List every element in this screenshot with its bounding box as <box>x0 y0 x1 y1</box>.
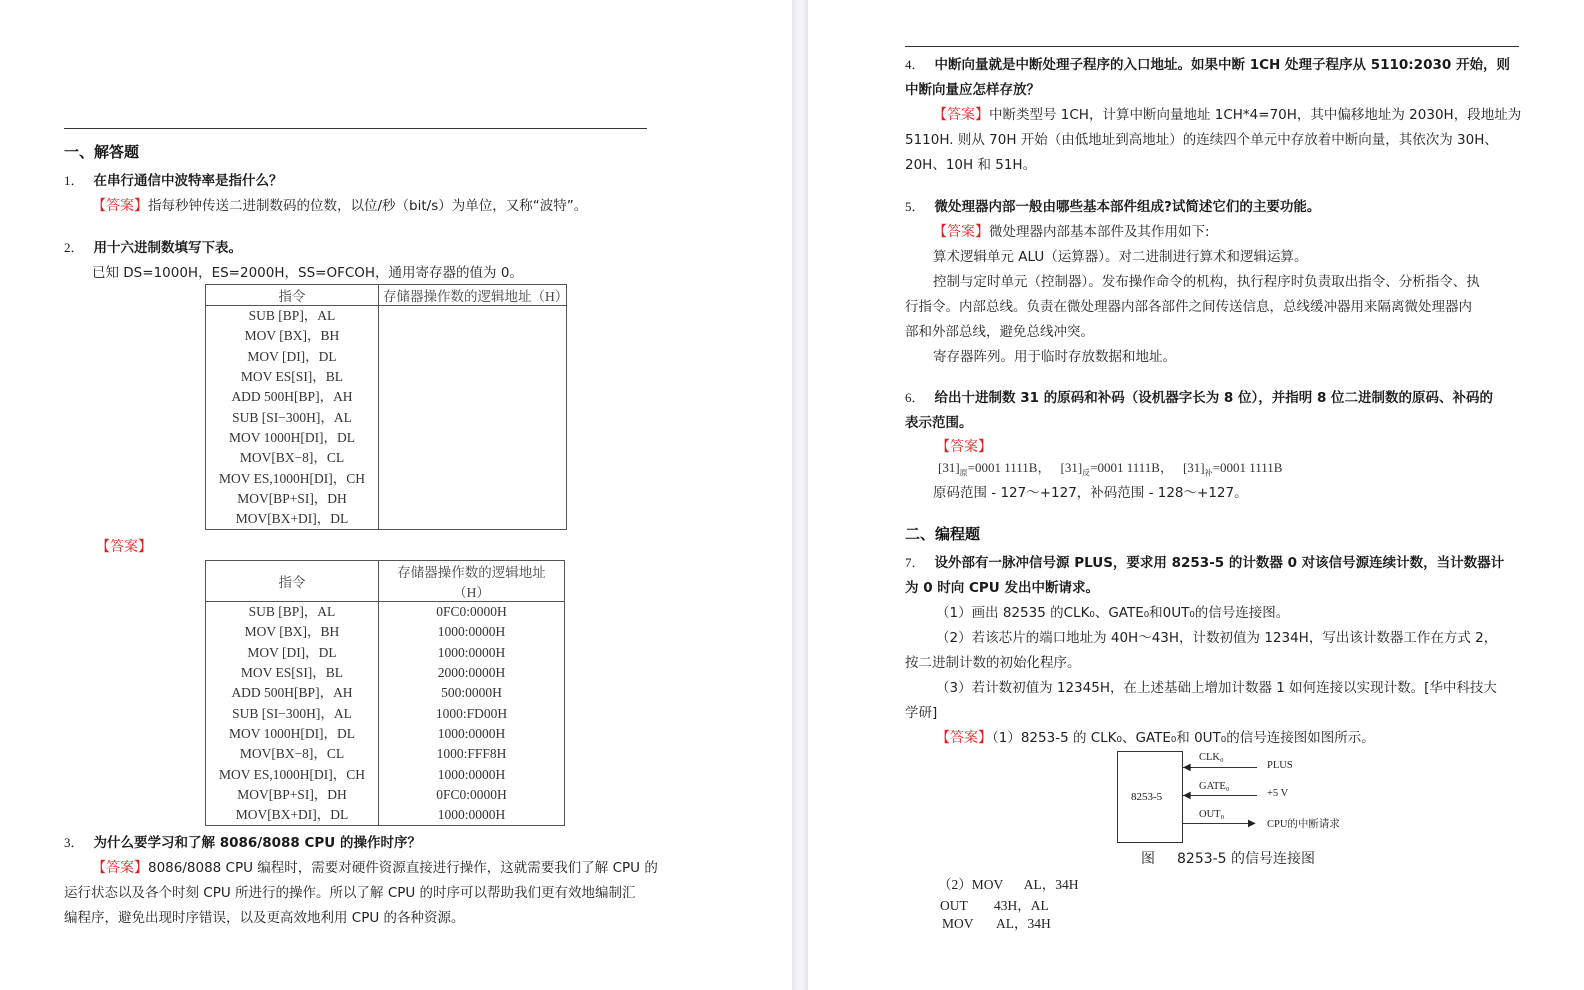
figure-caption <box>1141 848 1315 868</box>
right-page <box>808 0 1584 990</box>
table-row <box>206 724 565 744</box>
instruction-cell: MOV ES,1000H[DI]，CH <box>206 468 379 488</box>
instruction-cell: MOV [BX]，BH <box>206 622 379 642</box>
instruction-cell: MOV [DI]，DL <box>206 643 379 663</box>
question-1 <box>64 169 283 189</box>
question-text: 中断向量应怎样存放？ <box>905 82 1040 98</box>
address-cell: 1000:FD00H <box>379 703 565 723</box>
question-6-line-1 <box>905 386 1493 406</box>
question-text: 用十六进制数填写下表。 <box>93 240 243 256</box>
instruction-cell: MOV [DI]，DL <box>206 347 379 367</box>
address-cell-empty <box>379 407 567 427</box>
address-cell-empty <box>379 367 567 387</box>
answer-text: 微处理器内部基本部件及其作用如下: <box>989 224 1210 240</box>
question-7-line-1 <box>905 551 1504 571</box>
instruction-cell: SUB [SI−300H]，AL <box>206 407 379 427</box>
answer-5-alu: 算术逻辑单元 ALU（运算器）。对二进制进行算术和逻辑运算。 <box>933 249 1308 265</box>
answer-tag: 【答案】 <box>92 860 148 876</box>
address-table-blank <box>205 284 567 530</box>
question-text: 为 0 时向 CPU 发出中断请求。 <box>905 580 1099 596</box>
header-rule <box>64 128 647 129</box>
table-row <box>206 622 565 642</box>
question-number: 7． <box>905 555 925 570</box>
answer-text: （1）8253-5 的 CLK₀、GATE₀和 0UT₀的信号连接图如图所示。 <box>992 730 1375 746</box>
section-title: 一、解答题 <box>64 143 140 161</box>
instruction-cell: MOV[BP+SI]，DH <box>206 785 379 805</box>
question-text: 中断向量就是中断处理子程序的入口地址。如果中断 1CH 处理子程序从 5110:2030 开始，则 <box>934 57 1510 73</box>
code-value: =0001 1111B， <box>967 460 1051 475</box>
code-line-1 <box>938 873 1079 893</box>
instruction-cell: MOV ES,1000H[DI]，CH <box>206 764 379 784</box>
answer-text: 中断类型号 1CH，计算中断向量地址 1CH*4=70H，其中偏移地址为 2030H，段地址为 <box>989 107 1522 123</box>
binary-code <box>938 460 1051 478</box>
address-cell: 1000:0000H <box>379 805 565 826</box>
answer-tag: 【答案】 <box>936 730 992 746</box>
binary-code <box>1182 460 1283 478</box>
question-text: 在串行通信中波特率是指什么？ <box>93 173 283 189</box>
question-2 <box>64 236 242 256</box>
table-row <box>206 805 565 826</box>
answer-7-line-1 <box>936 726 1375 747</box>
code-label: [31] <box>938 460 960 475</box>
instruction-cell: MOV[BX+DI]，DL <box>206 509 379 530</box>
instruction-cell: SUB [SI−300H]，AL <box>206 703 379 723</box>
address-cell: 1000:0000H <box>379 724 565 744</box>
chip-label: 8253-5 <box>1131 791 1163 803</box>
table-row <box>206 407 567 427</box>
table-row <box>206 744 565 764</box>
table-row <box>206 602 565 623</box>
table-row <box>206 764 565 784</box>
instruction-cell: MOV ES[SI]，BL <box>206 663 379 683</box>
table-row <box>206 448 567 468</box>
question-text: 给出十进制数 31 的原码和补码（设机器字长为 8 位），并指明 8 位二进制数的原码、补码的 <box>934 390 1494 406</box>
question-text: 设外部有一脉冲信号源 PLUS，要求用 8253-5 的计数器 0 对该信号源连续计数，当计数器计 <box>934 555 1505 571</box>
table-row <box>206 468 567 488</box>
address-cell-empty <box>379 306 567 327</box>
address-cell-empty <box>379 468 567 488</box>
question-number: 3． <box>64 835 84 850</box>
address-cell: 0FC0:0000H <box>379 602 565 623</box>
address-cell: 1000:0000H <box>379 622 565 642</box>
target-label-plus: PLUS <box>1267 760 1293 771</box>
signal-line-clk <box>1183 767 1257 768</box>
answer-tag: 【答案】 <box>96 539 152 555</box>
table-row <box>206 509 567 530</box>
table-row <box>206 326 567 346</box>
code-line-3 <box>942 912 1051 932</box>
answer-tag: 【答案】 <box>933 107 989 123</box>
code-prefix: （2） <box>938 877 972 892</box>
code-op: OUT <box>940 898 968 913</box>
code-subscript: 原 <box>959 468 968 478</box>
address-cell-empty <box>379 489 567 509</box>
instruction-cell: SUB [BP]，AL <box>206 602 379 623</box>
answer-4-line-1 <box>933 103 1521 124</box>
address-cell: 1000:FFF8H <box>379 744 565 764</box>
address-cell-empty <box>379 387 567 407</box>
address-cell: 0FC0:0000H <box>379 785 565 805</box>
binary-code <box>1060 460 1173 478</box>
answer-5-control-3: 部和外部总线，避免总线冲突。 <box>905 324 1094 340</box>
target-label-5v: +5 V <box>1267 788 1289 799</box>
answer-tag: 【答案】 <box>92 198 148 214</box>
address-cell: 1000:0000H <box>379 643 565 663</box>
answer-text: 8086/8088 CPU 编程时，需要对硬件资源直接进行操作，这就需要我们了解 CPU 的 <box>148 860 658 876</box>
address-table-answer <box>205 560 565 826</box>
question-number: 1． <box>64 173 84 188</box>
table-row <box>206 663 565 683</box>
code-range: 原码范围 - 127～+127，补码范围 - 128～+127。 <box>933 485 1248 501</box>
answer-3-line-1 <box>92 856 658 877</box>
figure-label: 图 <box>1141 851 1155 867</box>
answer-tag: 【答案】 <box>933 224 989 240</box>
question-7-part-2-line-1: （2）若该芯片的端口地址为 40H～43H，计数初值为 1234H，写出该计数器工作在方式 2， <box>936 630 1498 646</box>
table-row <box>206 387 567 407</box>
table-row <box>206 643 565 663</box>
answer-text: 指每秒钟传送二进制数码的位数，以位/秒（bit/s）为单位，又称“波特”。 <box>148 198 588 214</box>
question-7-part-3-line-1: （3）若计数初值为 12345H，在上述基础上增加计数器 1 如何连接以实现计数。[华中科技大 <box>936 680 1497 696</box>
table-row <box>206 428 567 448</box>
pin-label-gate: GATE₀ <box>1199 781 1230 792</box>
question-7-part-1: （1）画出 82535 的CLK₀、GATE₀和0UT₀的信号连接图。 <box>936 605 1290 621</box>
address-cell-empty <box>379 448 567 468</box>
question-number: 4． <box>905 57 925 72</box>
table-row <box>206 306 567 327</box>
question-6-line-2 <box>905 411 973 431</box>
answer-5-control-1: 控制与定时单元（控制器）。发布操作命令的机构，执行程序时负责取出指令、分析指令、执 <box>933 274 1480 290</box>
question-7-part-3-line-2: 学研] <box>905 705 938 721</box>
question-4-line-2 <box>905 78 1040 98</box>
arrow-left-icon: ◀ <box>1183 790 1191 801</box>
header-rule <box>905 46 1519 47</box>
address-cell: 500:0000H <box>379 683 565 703</box>
answer-3-line-2: 运行状态以及各个时刻 CPU 所进行的操作。所以了解 CPU 的时序可以帮助我们更有效地编制汇 <box>64 885 636 901</box>
signal-line-gate <box>1183 795 1257 796</box>
signal-line-out <box>1183 823 1251 824</box>
instruction-cell: MOV[BX−8]，CL <box>206 448 379 468</box>
question-number: 2． <box>64 240 84 255</box>
address-cell-empty <box>379 509 567 530</box>
table-row <box>206 785 565 805</box>
question-number: 6． <box>905 390 925 405</box>
answer-5-control-2: 行指令。内部总线。负责在微处理器内部各部件之间传送信息，总线缓冲器用来隔离微处理器内 <box>905 299 1472 315</box>
binary-codes <box>938 457 1282 479</box>
code-value: =0001 1111B， <box>1090 460 1173 475</box>
instruction-cell: MOV[BP+SI]，DH <box>206 489 379 509</box>
given-values: 已知 DS=1000H，ES=2000H，SS=OFCOH，通用寄存器的值为 0。 <box>92 265 523 281</box>
table-row <box>206 703 565 723</box>
question-number: 5． <box>905 199 925 214</box>
column-header-instruction: 指令 <box>206 285 379 306</box>
question-text: 表示范围。 <box>905 415 973 431</box>
table-row <box>206 489 567 509</box>
code-args: AL，34H <box>1023 877 1079 892</box>
pin-label-out: OUT₀ <box>1199 809 1225 820</box>
answer-tag: 【答案】 <box>936 439 992 455</box>
column-header-instruction: 指令 <box>206 561 379 602</box>
code-op: MOV <box>942 916 974 931</box>
question-text: 为什么要学习和了解 8086/8088 CPU 的操作时序？ <box>93 835 421 851</box>
answer-5-registers: 寄存器阵列。用于临时存放数据和地址。 <box>933 349 1176 365</box>
section-title: 二、编程题 <box>905 525 981 543</box>
code-value: =0001 1111B <box>1212 460 1283 475</box>
code-args: 43H，AL <box>994 898 1049 913</box>
address-cell-empty <box>379 347 567 367</box>
instruction-cell: MOV[BX+DI]，DL <box>206 805 379 826</box>
question-7-part-2-line-2: 按二进制计数的初始化程序。 <box>905 655 1081 671</box>
code-subscript: 反 <box>1082 468 1091 478</box>
table-row <box>206 683 565 703</box>
address-cell: 2000:0000H <box>379 663 565 683</box>
address-cell: 1000:0000H <box>379 764 565 784</box>
instruction-cell: ADD 500H[BP]，AH <box>206 683 379 703</box>
table-row <box>206 367 567 387</box>
arrow-right-icon: ▶ <box>1248 818 1256 829</box>
page-gutter <box>792 0 808 990</box>
code-args: AL，34H <box>996 916 1051 931</box>
code-subscript: 补 <box>1204 468 1213 478</box>
answer-5-intro <box>933 220 1210 241</box>
figure-title: 8253-5 的信号连接图 <box>1177 851 1316 867</box>
code-label: [31] <box>1182 460 1205 475</box>
question-text: 微处理器内部一般由哪些基本部件组成?试简述它们的主要功能。 <box>934 199 1321 215</box>
instruction-cell: MOV 1000H[DI]，DL <box>206 428 379 448</box>
instruction-cell: MOV [BX]，BH <box>206 326 379 346</box>
instruction-cell: MOV 1000H[DI]，DL <box>206 724 379 744</box>
table-row <box>206 347 567 367</box>
address-cell-empty <box>379 428 567 448</box>
arrow-left-icon: ◀ <box>1183 762 1191 773</box>
question-3 <box>64 831 421 851</box>
answer-3-line-3: 编程序，避免出现时序错误，以及更高效地利用 CPU 的各种资源。 <box>64 910 465 926</box>
code-label: [31] <box>1060 460 1083 475</box>
question-4-line-1 <box>905 53 1510 73</box>
instruction-cell: SUB [BP]，AL <box>206 306 379 327</box>
pin-label-clk: CLK₀ <box>1199 752 1224 763</box>
code-op: MOV <box>971 877 1004 892</box>
answer-4-line-3: 20H、10H 和 51H。 <box>905 157 1037 173</box>
instruction-cell: MOV[BX−8]，CL <box>206 744 379 764</box>
instruction-cell: ADD 500H[BP]，AH <box>206 387 379 407</box>
answer-4-line-2: 5110H. 则从 70H 开始（由低地址到高地址）的连续四个单元中存放着中断向量，其依次为 30H、 <box>905 132 1498 148</box>
code-line-2 <box>940 894 1049 914</box>
address-cell-empty <box>379 326 567 346</box>
target-label-cpu-interrupt: CPU的中断请求 <box>1267 819 1340 830</box>
column-header-address: 存储器操作数的逻辑地址（H） <box>379 285 567 306</box>
signal-connection-diagram <box>1117 751 1347 843</box>
answer-1 <box>92 194 587 215</box>
column-header-address: 存储器操作数的逻辑地址（H） <box>379 561 565 602</box>
instruction-cell: MOV ES[SI]，BL <box>206 367 379 387</box>
question-5 <box>905 195 1320 215</box>
question-7-line-2 <box>905 576 1099 596</box>
